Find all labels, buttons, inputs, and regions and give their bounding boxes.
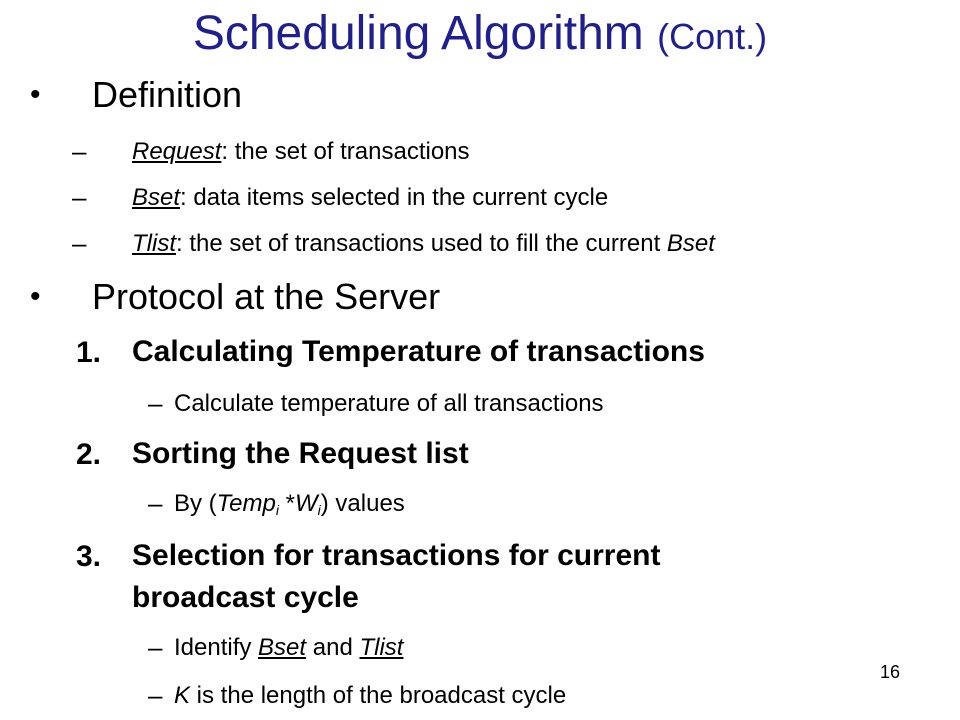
definition-item-tlist: Tlist: the set of transactions used to fill the current Bset (132, 230, 715, 257)
step-title-line1: Selection for transactions for current (132, 539, 661, 572)
step-title: Sorting the Request list (132, 437, 469, 470)
title-main: Scheduling Algorithm (192, 7, 644, 60)
step-sub: K is the length of the broadcast cycle (174, 682, 567, 709)
bullet-icon: • (30, 78, 41, 111)
slide-title (0, 4, 960, 67)
definition-item-request: Request: the set of transactions (132, 138, 470, 165)
bullet-icon: • (30, 280, 41, 313)
dash-icon: – (72, 182, 87, 212)
dash-icon: – (72, 136, 87, 166)
dash-icon: – (148, 488, 163, 518)
step-sub: Identify Bset and Tlist (174, 634, 404, 661)
step-title: Calculating Temperature of transactions (132, 335, 705, 368)
title-suffix: (Cont.) (657, 16, 768, 57)
step-title-line2: broadcast cycle (132, 581, 359, 614)
dash-icon: – (148, 632, 163, 662)
dash-icon: – (148, 680, 163, 710)
definition-heading: Definition (92, 74, 243, 115)
protocol-heading: Protocol at the Server (92, 276, 441, 317)
dash-icon: – (148, 388, 163, 418)
step-number: 1. (76, 336, 102, 369)
step-number: 3. (76, 540, 102, 573)
dash-icon: – (72, 228, 87, 258)
definition-item-bset: Bset: data items selected in the current cycle (132, 184, 609, 211)
page-number: 16 (880, 662, 901, 682)
step-sub: By (Tempi *Wi) values (174, 490, 405, 518)
step-sub: Calculate temperature of all transactions (174, 390, 604, 417)
step-number: 2. (76, 438, 102, 471)
